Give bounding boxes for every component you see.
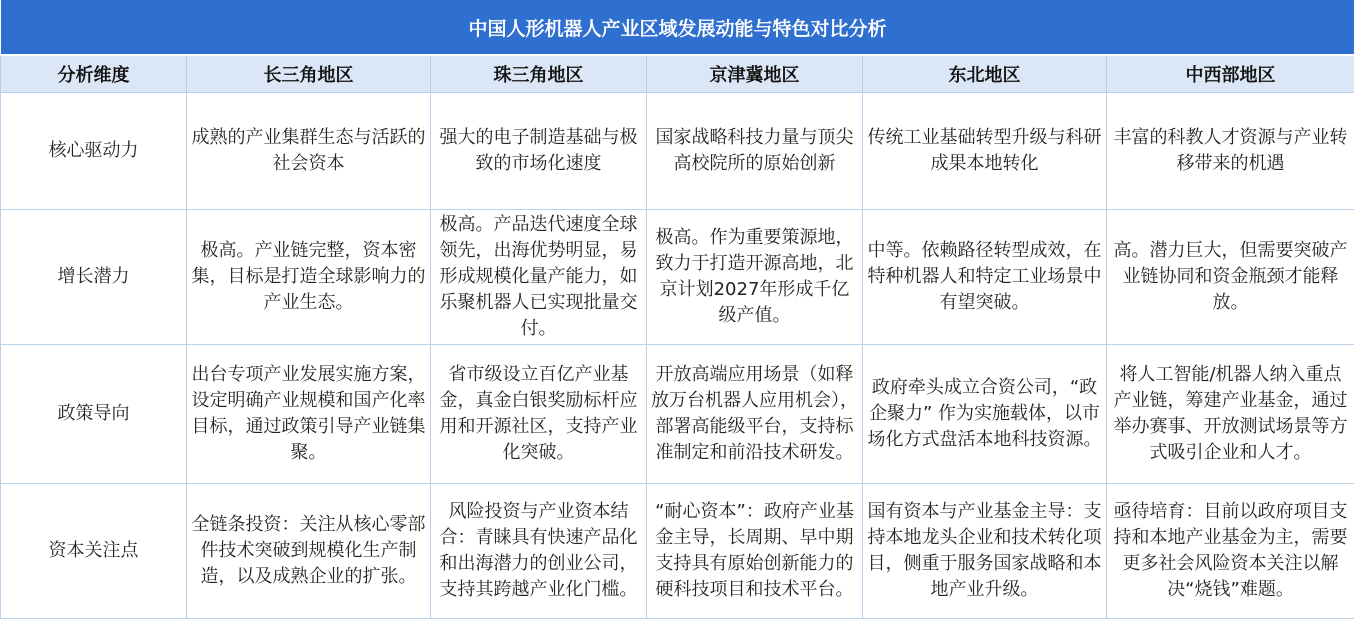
table-cell: 风险投资与产业资本结合：青睐具有快速产品化和出海潜力的创业公司，支持其跨越产业化门槛。 bbox=[431, 484, 647, 619]
table-row bbox=[1, 210, 1354, 345]
table-cell: 成熟的产业集群生态与活跃的社会资本 bbox=[187, 93, 431, 210]
header-central-west: 中西部地区 bbox=[1107, 55, 1354, 93]
row-dimension: 政策导向 bbox=[1, 345, 187, 484]
table-title: 中国人形机器人产业区域发展动能与特色对比分析 bbox=[1, 0, 1354, 55]
header-pearl-delta: 珠三角地区 bbox=[431, 55, 647, 93]
row-dimension: 增长潜力 bbox=[1, 210, 187, 345]
table-cell: 开放高端应用场景（如释放万台机器人应用机会），部署高能级平台，支持标准制定和前沿技术研发。 bbox=[647, 345, 863, 484]
table-cell: 将人工智能/机器人纳入重点产业链，筹建产业基金，通过举办赛事、开放测试场景等方式吸引企业和人才。 bbox=[1107, 345, 1354, 484]
table-cell: 政府牵头成立合资公司，“政企聚力” 作为实施载体，以市场化方式盘活本地科技资源。 bbox=[863, 345, 1107, 484]
header-jingjinji: 京津冀地区 bbox=[647, 55, 863, 93]
header-northeast: 东北地区 bbox=[863, 55, 1107, 93]
table-cell: 丰富的科教人才资源与产业转移带来的机遇 bbox=[1107, 93, 1354, 210]
table-row bbox=[1, 484, 1354, 619]
table-cell: “耐心资本”：政府产业基金主导，长周期、早中期支持具有原始创新能力的硬科技项目和技术平台。 bbox=[647, 484, 863, 619]
table-cell: 省市级设立百亿产业基金，真金白银奖励标杆应用和开源社区，支持产业化突破。 bbox=[431, 345, 647, 484]
table-cell: 国家战略科技力量与顶尖高校院所的原始创新 bbox=[647, 93, 863, 210]
table-cell: 极高。产品迭代速度全球领先，出海优势明显，易形成规模化量产能力，如乐聚机器人已实现批量交付。 bbox=[431, 210, 647, 345]
header-yangtze-delta: 长三角地区 bbox=[187, 55, 431, 93]
table-cell: 出台专项产业发展实施方案，设定明确产业规模和国产化率目标，通过政策引导产业链集聚。 bbox=[187, 345, 431, 484]
header-dimension: 分析维度 bbox=[1, 55, 187, 93]
table-row bbox=[1, 345, 1354, 484]
table-cell: 强大的电子制造基础与极致的市场化速度 bbox=[431, 93, 647, 210]
table-row bbox=[1, 93, 1354, 210]
table-cell: 亟待培育：目前以政府项目支持和本地产业基金为主，需要更多社会风险资本关注以解决“烧钱”难题。 bbox=[1107, 484, 1354, 619]
table-cell: 高。潜力巨大，但需要突破产业链协同和资金瓶颈才能释放。 bbox=[1107, 210, 1354, 345]
table-cell: 全链条投资：关注从核心零部件技术突破到规模化生产制造，以及成熟企业的扩张。 bbox=[187, 484, 431, 619]
table-cell: 传统工业基础转型升级与科研成果本地转化 bbox=[863, 93, 1107, 210]
table-cell: 中等。依赖路径转型成效，在特种机器人和特定工业场景中有望突破。 bbox=[863, 210, 1107, 345]
table-cell: 极高。产业链完整，资本密集，目标是打造全球影响力的产业生态。 bbox=[187, 210, 431, 345]
table-cell: 极高。作为重要策源地，致力于打造开源高地，北京计划2027年形成千亿级产值。 bbox=[647, 210, 863, 345]
row-dimension: 核心驱动力 bbox=[1, 93, 187, 210]
row-dimension: 资本关注点 bbox=[1, 484, 187, 619]
table-cell: 国有资本与产业基金主导：支持本地龙头企业和技术转化项目，侧重于服务国家战略和本地产业升级。 bbox=[863, 484, 1107, 619]
